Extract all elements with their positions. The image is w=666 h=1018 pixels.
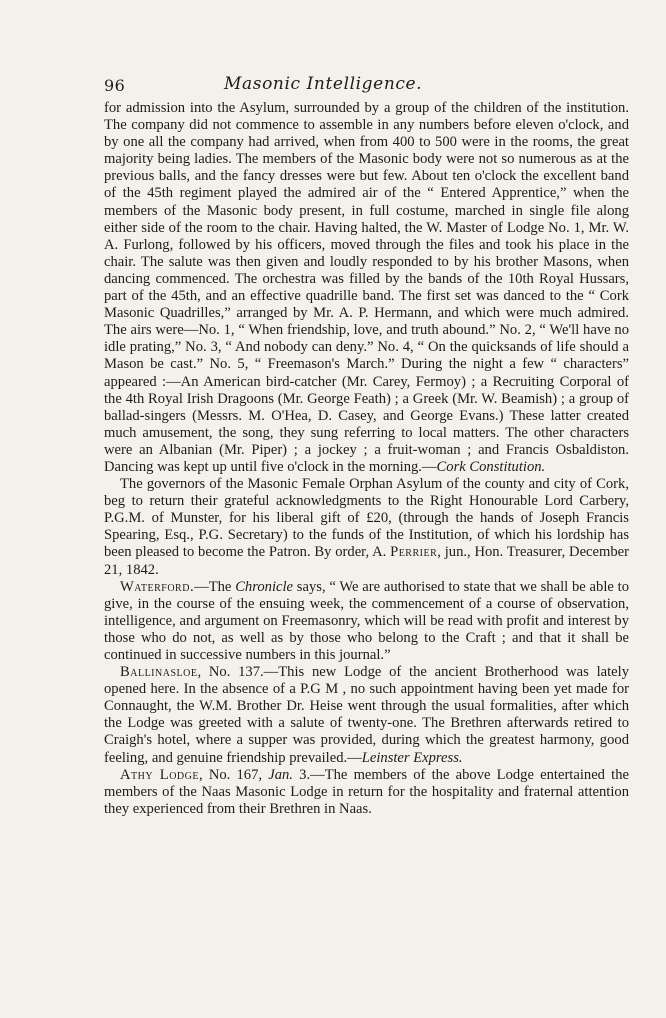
paragraph-text: The governors of the Masonic Female Orphan Asylum of the county and city of Cork, beg to return their grateful acknowledgments to the Right Honourable Lord Carbery, P.G.M. of Munster, for his liberal gift of £20, (through the hands of Joseph Francis Spearing, Esq., P.G. Secretary) to the funds of the Institution, of which his lordship has been pleased to become the Patron. By order, A. bbox=[104, 476, 629, 561]
page-number: 96 bbox=[104, 76, 126, 95]
source-citation: Cork Constitution. bbox=[436, 458, 546, 475]
paragraph-text: for admission into the Asylum, surrounded by a group of the children of the institution. The company did not commence to assemble in any numbers before eleven o'clock, and by one all the company had arrived, when from 400 to 500 were in the rooms, the great majority being ladies. The members of the Masonic body were not so numerous as at the previous balls, and the fancy dresses were but few. About ten o'clock the excellent band of the 45th regiment played the admired air of the “ Entered Apprentice,” when the members of the Masonic body present, in full costume, marched in single file along either side of the room to the chair. Having halted, the W. Master of Lodge No. 1, Mr. W. A. Furlong, followed by his officers, moved through the files and took his place in the chair. The salute was then given and loudly responded to by his brother Masons, when dancing commenced. The orchestra was filled by the bands of the 10th Royal Hussars, part of the 45th, and an effective quadrille band. The first set was danced to the “ Cork Masonic Quadrilles,” arranged by Mr. A. P. Hermann, and which were much admired. The airs were—No. 1, “ When friendship, love, and truth abound.” No. 2, “ We'll have no idle prating,” No. 3, “ And nobody can deny.” No. 4, “ On the quicksands of life should a Mason be cast.” No. 5, “ Freemason's March.” During the night a few “ characters” appeared :—An American bird-catcher (Mr. Carey, Fermoy) ; a Recruiting Corporal of the 4th Royal Irish Dragoons (Mr. George Feath) ; a Greek (Mr. W. Beamish) ; a group of ballad-singers (Messrs. M. O'Hea, D. Casey, and George Evans.) These latter created much amusement, the song, they sung referring to local matters. The other characters were an Albanian (Mr. Piper) ; a jockey ; a fruit-woman ; and Francis Osbaldiston. Dancing was kept up until five o'clock in the morning.— bbox=[104, 100, 629, 475]
paragraph-lead: Athy Lodge bbox=[120, 766, 199, 783]
running-title: Masonic Intelligence. bbox=[224, 74, 423, 94]
paragraph-text: says, “ We are authorised to state that we shall be able to give, in the course of the ensuing week, the commencement of a course of observation, intelligence, and argument on Freemasonry, which will be read with profit and interest by those who do not, as well as by those who belong to the Craft ; and that it shall be continued in successive numbers in this journal.” bbox=[104, 578, 629, 663]
page-header bbox=[104, 60, 636, 100]
paragraph-ball-report bbox=[104, 100, 629, 476]
paragraph-waterford bbox=[104, 579, 629, 664]
newspaper-title: Chronicle bbox=[235, 578, 294, 595]
paragraph-lead: Waterford. bbox=[120, 578, 195, 595]
paragraph-lead: Ballinasloe bbox=[120, 664, 198, 681]
paragraph-text: , No. 137.—This new Lodge of the ancient Brotherhood was lately opened here. In the absence of a P.G M , no such appointment having been yet made for Connaught, the W.M. Brother Dr. Heise went through the usual formalities, after which the Lodge was greeted with a salute of twenty-one. The Brethren afterwards retired to Craigh's hotel, where a supper was provided, during which the greatest harmony, good feeling, and genuine friendship prevailed.— bbox=[104, 664, 629, 766]
article-body bbox=[104, 100, 629, 818]
paragraph-text: , No. 167, bbox=[198, 766, 269, 783]
paragraph-orphan-asylum bbox=[104, 476, 629, 579]
date-abbrev: Jan. bbox=[268, 766, 293, 783]
signatory-name: Perrier bbox=[390, 544, 438, 561]
paragraph-text: —The bbox=[194, 578, 236, 595]
source-citation: Leinster Express. bbox=[361, 749, 463, 766]
paragraph-athy-lodge bbox=[104, 767, 629, 818]
paragraph-tail: , jun., Hon. Treasurer, December 21, 1842. bbox=[104, 544, 629, 578]
paragraph-text: 3.—The members of the above Lodge entertained the members of the Naas Masonic Lodge in return for the hospitality and fraternal attention they experienced from their Brethren in Naas. bbox=[104, 766, 629, 817]
paragraph-ballinasloe bbox=[104, 664, 629, 767]
